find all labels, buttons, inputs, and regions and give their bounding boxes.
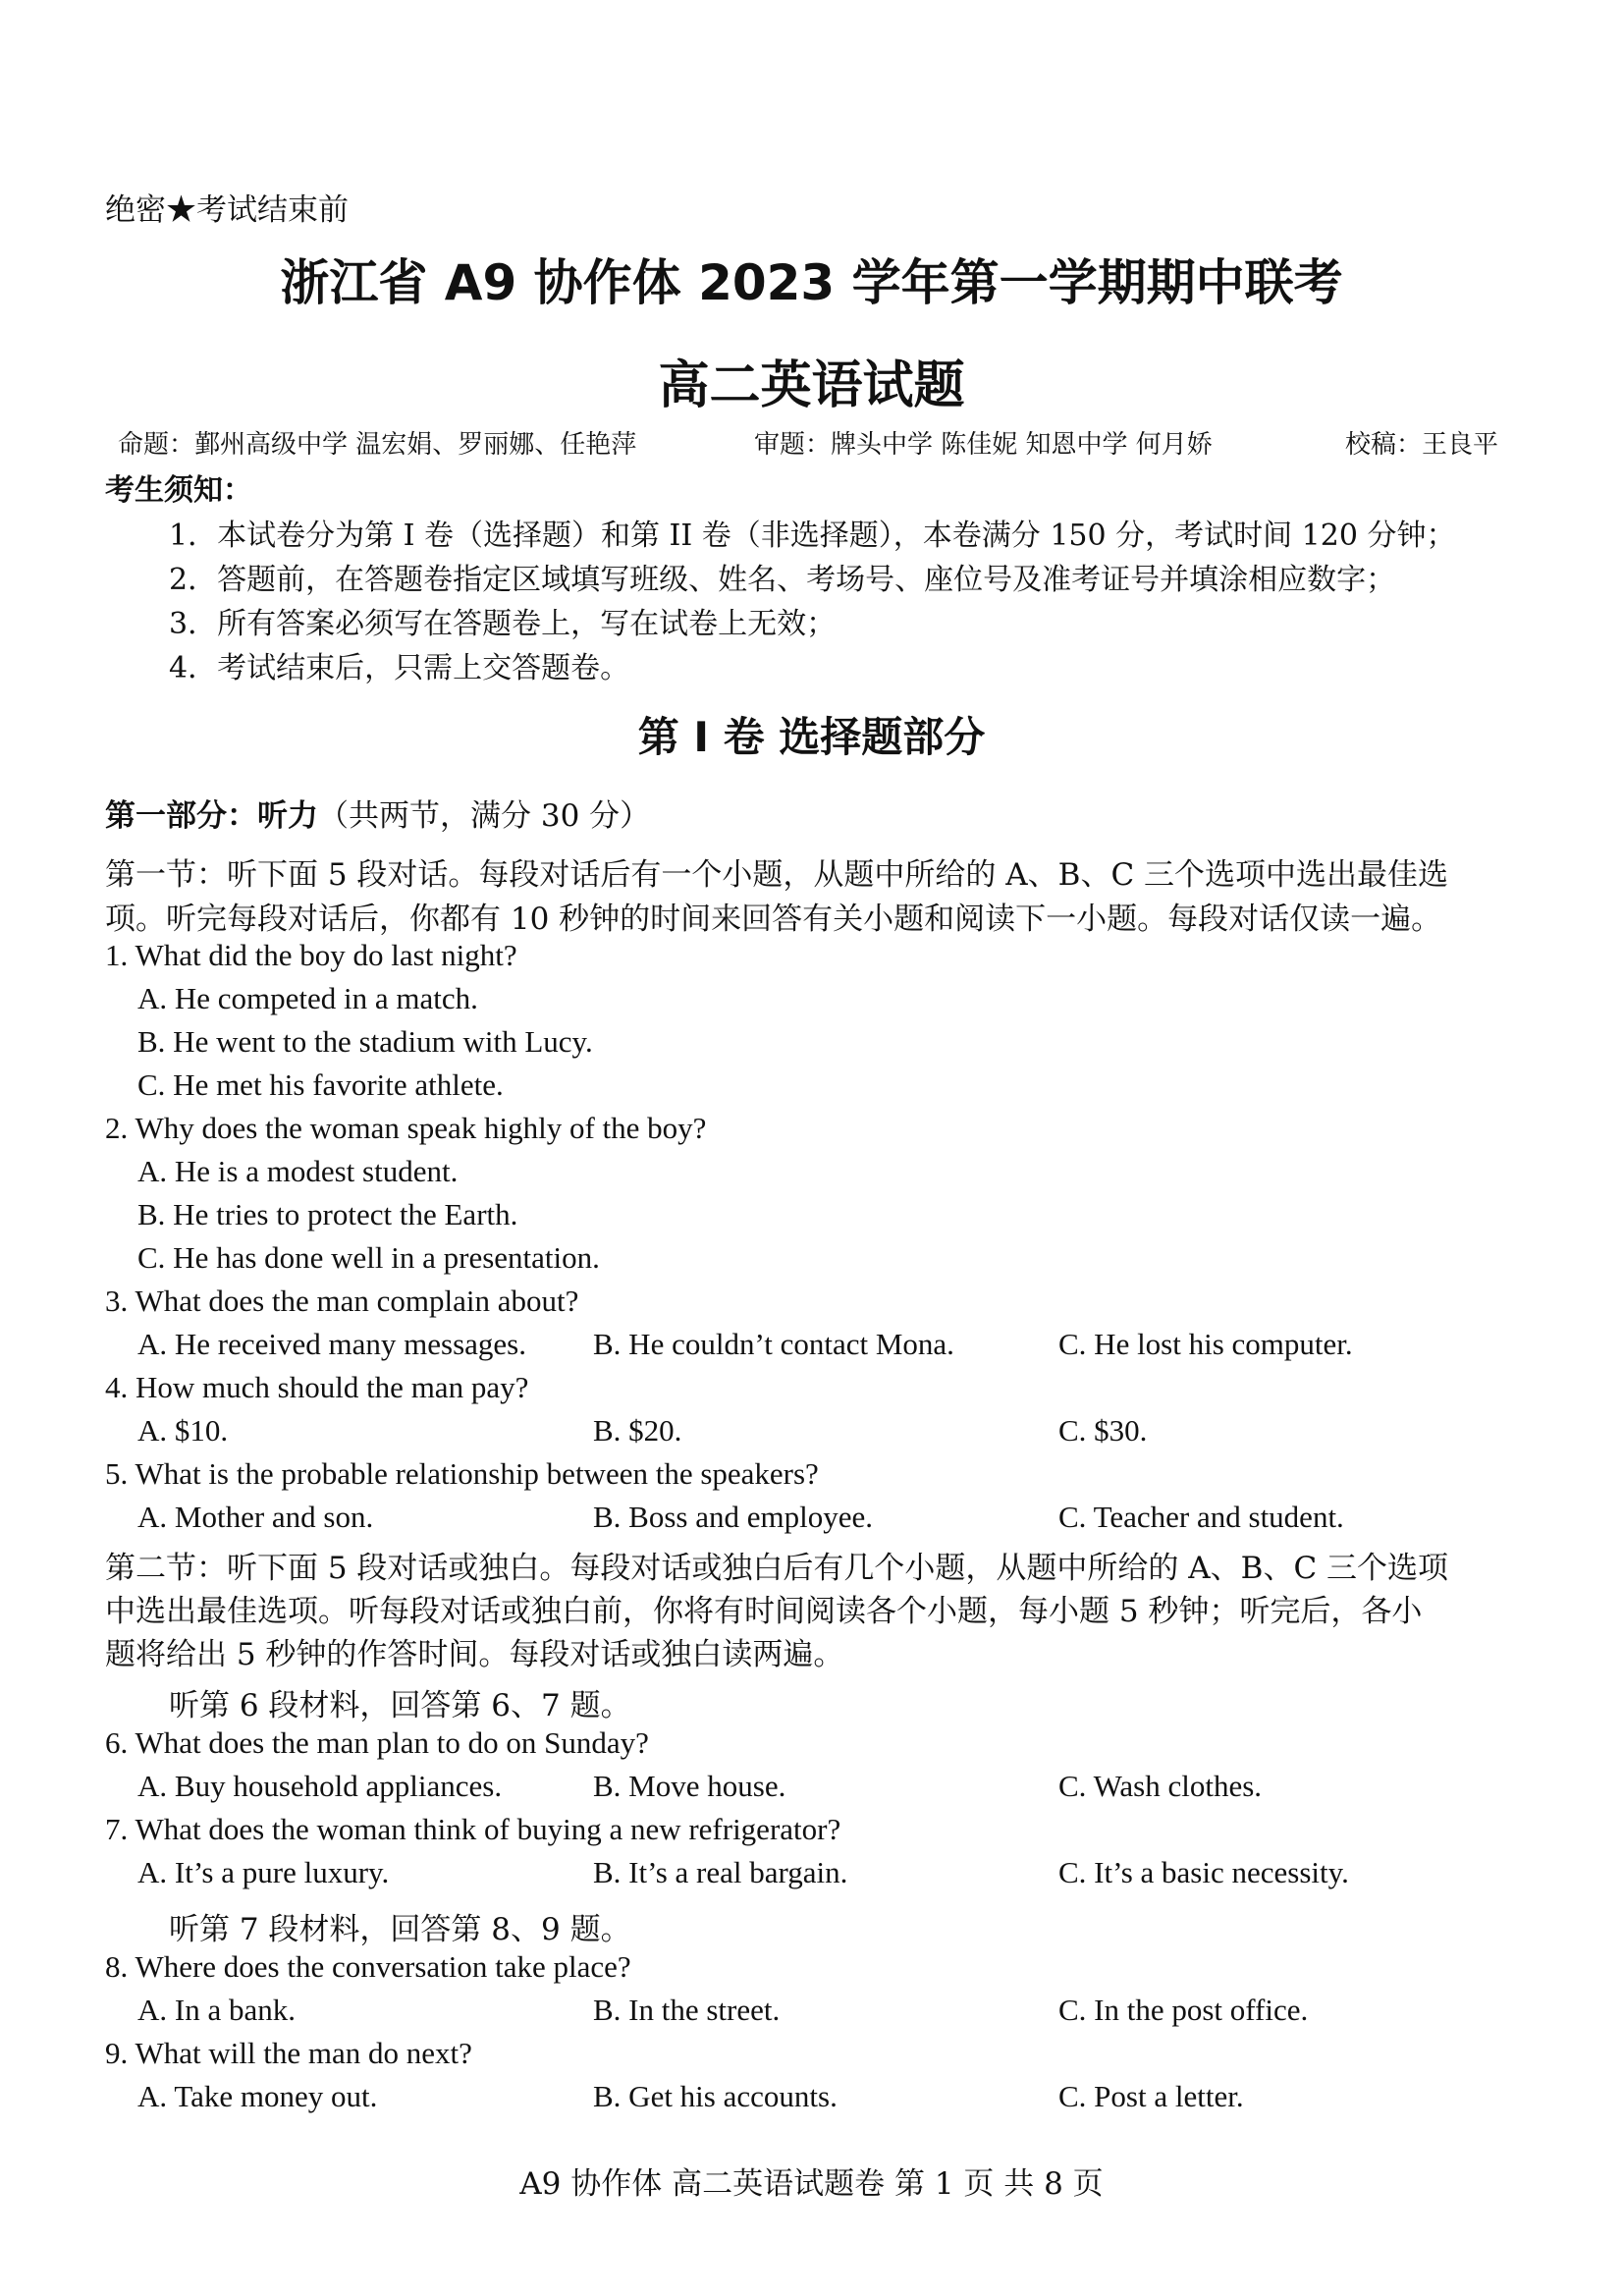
option-a: A. $10. xyxy=(137,1413,229,1448)
section2-instruction: 第二节：听下面 5 段对话或独白。每段对话或独白后有几个小题，从题中所给的 A、B、C 三个选项 xyxy=(105,1551,1449,1586)
option-b: B. Get his accounts. xyxy=(593,2079,838,2113)
option-a: A. He competed in a match. xyxy=(137,981,478,1015)
option-a: A. It’s a pure luxury. xyxy=(137,1855,390,1889)
notice-item: 2．答题前，在答题卷指定区域填写班级、姓名、考场号、座位号及准考证号并填涂相应数字； xyxy=(169,563,1396,597)
option-c: C. Teacher and student. xyxy=(1058,1500,1344,1534)
exam-title: 浙江省 A9 协作体 2023 学年第一学期期中联考 xyxy=(280,254,1343,311)
option-c: C. He lost his computer. xyxy=(1058,1327,1353,1361)
option-a: A. In a bank. xyxy=(137,1993,296,2027)
option-b: B. He went to the stadium with Lucy. xyxy=(137,1024,593,1059)
section-title: 第 I 卷 选择题部分 xyxy=(637,713,986,761)
section2-instruction: 题将给出 5 秒钟的作答时间。每段对话或独白读两遍。 xyxy=(105,1637,844,1672)
section2-instruction: 中选出最佳选项。听每段对话或独白前，你将有时间阅读各个小题，每小题 5 秒钟；听完后，各小 xyxy=(105,1594,1423,1629)
notice-heading: 考生须知： xyxy=(105,473,252,508)
option-c: C. In the post office. xyxy=(1058,1993,1309,2027)
option-c: C. He met his favorite athlete. xyxy=(137,1067,504,1102)
credits-authors: 命题：鄞州高级中学 温宏娟、罗丽娜、任艳萍 xyxy=(118,430,637,460)
section1-instruction: 第一节：听下面 5 段对话。每段对话后有一个小题，从题中所给的 A、B、C 三个选项中选出最佳选 xyxy=(105,857,1449,893)
notice-item: 3．所有答案必须写在答题卷上，写在试卷上无效； xyxy=(169,607,837,641)
confidential-label: 绝密★考试结束前 xyxy=(105,192,349,228)
option-c: C. It’s a basic necessity. xyxy=(1058,1855,1349,1889)
option-a: A. Buy household appliances. xyxy=(137,1769,503,1803)
question-stem: 3. What does the man complain about? xyxy=(105,1284,579,1318)
option-b: B. He couldn’t contact Mona. xyxy=(593,1327,954,1361)
option-b: B. $20. xyxy=(593,1413,682,1448)
option-a: A. He received many messages. xyxy=(137,1327,526,1361)
option-c: C. $30. xyxy=(1058,1413,1148,1448)
notice-item: 4．考试结束后，只需上交答题卷。 xyxy=(169,651,630,685)
part-title xyxy=(105,791,650,835)
question-stem: 5. What is the probable relationship between the speakers? xyxy=(105,1456,819,1491)
option-b: B. It’s a real bargain. xyxy=(593,1855,848,1889)
option-a: A. Take money out. xyxy=(137,2079,378,2113)
notice-item: 1．本试卷分为第 I 卷（选择题）和第 II 卷（非选择题），本卷满分 150 分，考试时间 120 分钟； xyxy=(169,519,1456,553)
question-stem: 2. Why does the woman speak highly of the boy? xyxy=(105,1111,707,1145)
question-stem: 1. What did the boy do last night? xyxy=(105,938,517,972)
exam-subtitle: 高二英语试题 xyxy=(658,356,965,415)
credits-proofreader: 校稿：王良平 xyxy=(1345,430,1499,460)
question-stem: 8. Where does the conversation take place? xyxy=(105,1949,631,1984)
option-b: B. He tries to protect the Earth. xyxy=(137,1197,518,1231)
option-c: C. He has done well in a presentation. xyxy=(137,1240,600,1275)
option-a: A. He is a modest student. xyxy=(137,1154,459,1188)
question-stem: 7. What does the woman think of buying a new refrigerator? xyxy=(105,1812,841,1846)
option-b: B. In the street. xyxy=(593,1993,781,2027)
option-b: B. Move house. xyxy=(593,1769,786,1803)
listen-instruction: 听第 7 段材料，回答第 8、9 题。 xyxy=(169,1912,631,1947)
option-c: C. Post a letter. xyxy=(1058,2079,1244,2113)
option-c: C. Wash clothes. xyxy=(1058,1769,1263,1803)
part-title-bold: 第一部分：听力 xyxy=(105,798,318,834)
option-a: A. Mother and son. xyxy=(137,1500,374,1534)
page-footer: A9 协作体 高二英语试题卷 第 1 页 共 8 页 xyxy=(519,2166,1104,2202)
question-stem: 6. What does the man plan to do on Sunday? xyxy=(105,1725,649,1760)
part-title-detail: （共两节，满分 30 分） xyxy=(318,798,651,834)
question-stem: 9. What will the man do next? xyxy=(105,2036,472,2070)
question-stem: 4. How much should the man pay? xyxy=(105,1370,529,1404)
section1-instruction: 项。听完每段对话后，你都有 10 秒钟的时间来回答有关小题和阅读下一小题。每段对话仅读一遍。 xyxy=(105,902,1442,937)
option-b: B. Boss and employee. xyxy=(593,1500,873,1534)
credits-reviewers: 审题：牌头中学 陈佳妮 知恩中学 何月娇 xyxy=(754,430,1213,460)
listen-instruction: 听第 6 段材料，回答第 6、7 题。 xyxy=(169,1688,631,1723)
